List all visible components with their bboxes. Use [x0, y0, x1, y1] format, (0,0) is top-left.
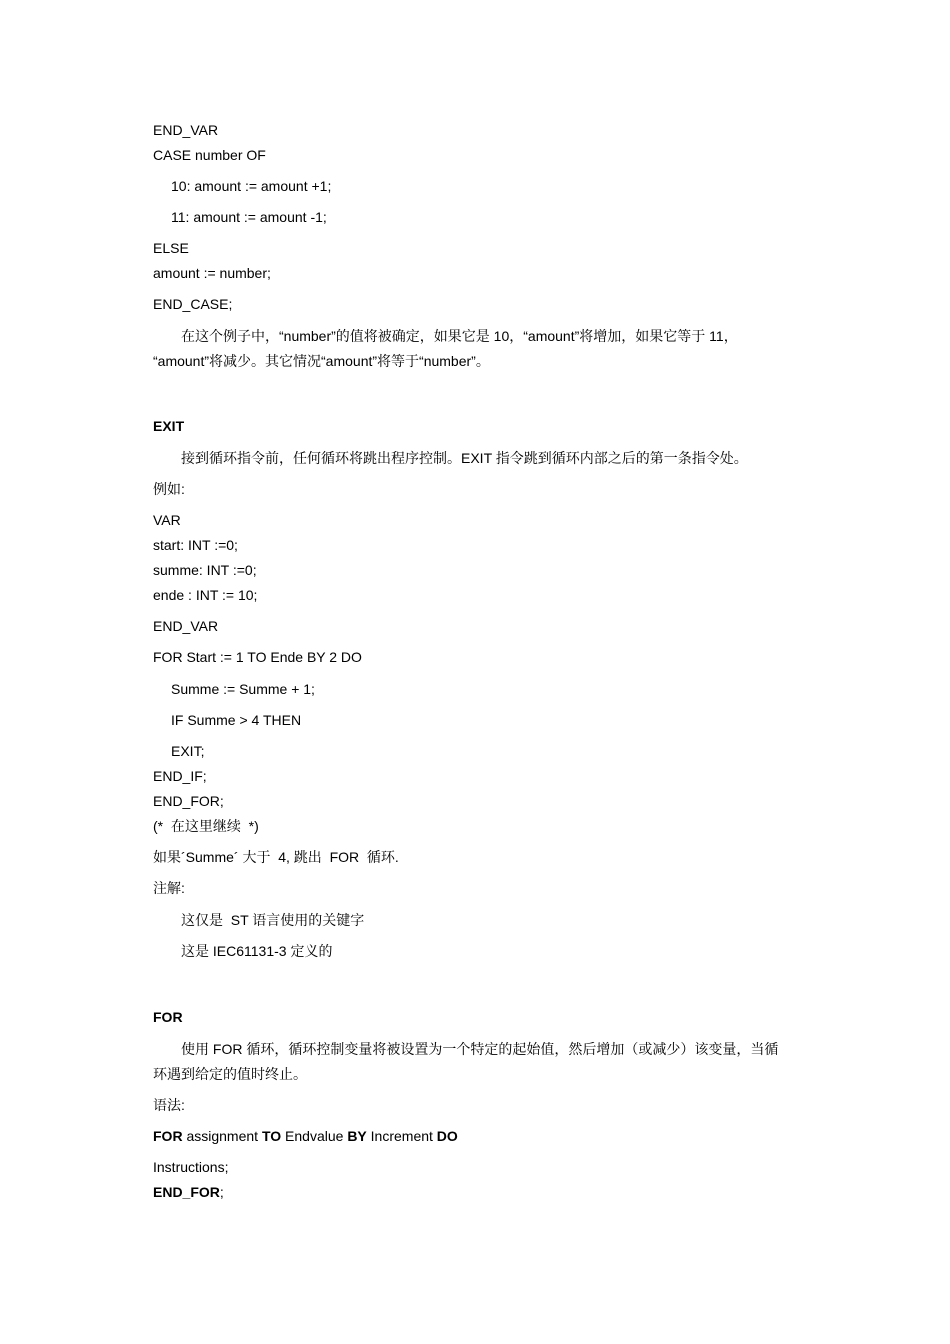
code-line-var: VAR [153, 512, 181, 528]
exit-heading: EXIT [153, 418, 185, 434]
exit-note-label: 注解: [153, 880, 185, 896]
code-line-end-case: END_CASE; [153, 296, 233, 312]
syntax-assignment: assignment [182, 1128, 262, 1144]
for-description-line1: 使用 FOR 循环，循环控制变量将被设置为一个特定的起始值，然后增加（或减少）该变量，当循 [181, 1041, 779, 1057]
exit-result: 如果´Summe´ 大于 4, 跳出 FOR 循环. [153, 849, 399, 865]
code-line-else: ELSE [153, 240, 189, 256]
code-line-case-10: 10: amount := amount +1; [171, 178, 332, 194]
kw-to: TO [261, 1128, 282, 1144]
code-line-ende: ende : INT := 10; [153, 587, 258, 603]
exit-example-label: 例如: [153, 481, 185, 497]
end-for-semicolon: ; [219, 1184, 224, 1200]
code-line-if: IF Summe > 4 THEN [171, 712, 302, 728]
for-instructions: Instructions; [153, 1159, 229, 1175]
exit-description: 接到循环指令前，任何循环将跳出程序控制。EXIT 指令跳到循环内部之后的第一条指令处。 [181, 450, 748, 466]
kw-do: DO [436, 1128, 458, 1144]
code-line-case-11: 11: amount := amount -1; [171, 209, 327, 225]
code-line-end-var: END_VAR [153, 122, 219, 138]
code-line-amount: amount := number; [153, 265, 271, 281]
case-explanation-line2: “amount”将减少。其它情况“amount”将等于“number”。 [153, 353, 490, 369]
kw-end-for: END_FOR [153, 1184, 220, 1200]
syntax-endvalue: Endvalue [281, 1128, 348, 1144]
kw-by: BY [347, 1128, 367, 1144]
code-line-summe-inc: Summe := Summe + 1; [171, 681, 315, 697]
code-line-summe: summe: INT :=0; [153, 562, 257, 578]
code-line-case: CASE number OF [153, 147, 266, 163]
for-syntax-line [153, 1127, 458, 1145]
for-description-line2: 环遇到给定的值时终止。 [153, 1066, 307, 1082]
code-line-comment: (* 在这里继续 *) [153, 818, 259, 834]
kw-for: FOR [153, 1128, 183, 1144]
for-heading: FOR [153, 1009, 183, 1025]
code-line-end-for: END_FOR; [153, 793, 224, 809]
exit-note-2: 这是 IEC61131-3 定义的 [181, 943, 333, 959]
code-line-end-if: END_IF; [153, 768, 207, 784]
for-syntax-label: 语法: [153, 1097, 185, 1113]
code-line-start: start: INT :=0; [153, 537, 238, 553]
code-line-exit: EXIT; [171, 743, 205, 759]
exit-note-1: 这仅是 ST 语言使用的关键字 [181, 912, 365, 928]
code-line-end-var-2: END_VAR [153, 618, 219, 634]
syntax-increment: Increment [366, 1128, 437, 1144]
case-explanation-line1: 在这个例子中，“number”的值将被确定，如果它是 10，“amount”将增加，如果它等于 11， [181, 328, 738, 344]
for-end-line [153, 1183, 224, 1201]
code-line-for: FOR Start := 1 TO Ende BY 2 DO [153, 649, 362, 665]
